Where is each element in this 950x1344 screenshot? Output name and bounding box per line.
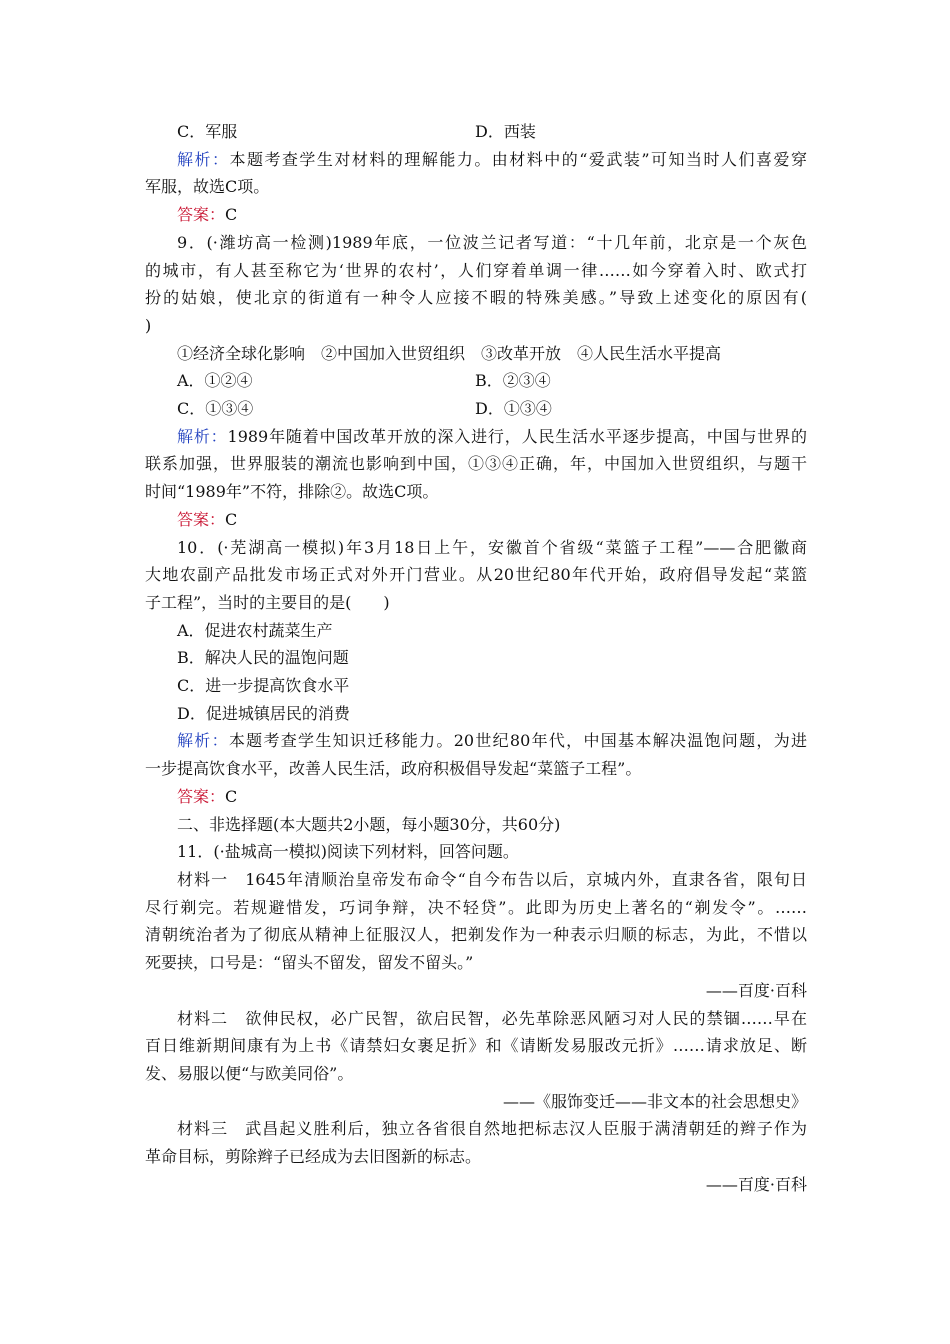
- q11-material-2-line-2: 百日维新期间康有为上书《请禁妇女裹足折》和《请断发易服改元折》……请求放足、断: [145, 1036, 807, 1056]
- q9-analysis-text-1: 1989年随着中国改革开放的深入进行，人民生活水平逐步提高，中国与世界的: [227, 426, 807, 446]
- q9-stem-line-3: 扮的姑娘，使北京的街道有一种令人应接不暇的特殊美感。”导致上述变化的原因有(: [145, 288, 807, 308]
- q9-stem-line-2: 的城市，有人甚至称它为‘世界的农村’，人们穿着单调一律……如今穿着入时、欧式打: [145, 260, 807, 280]
- q10-answer-label: 答案：: [177, 786, 226, 806]
- q8-analysis-line-2: 军服，故选C项。: [145, 177, 270, 197]
- q11-material-3-line-1: 材料三 武昌起义胜利后，独立各省很自然地把标志汉人臣服于满清朝廷的辫子作为: [177, 1119, 807, 1139]
- q9-stem-line-4: ): [145, 315, 152, 335]
- q8-answer-label: 答案：: [177, 205, 226, 225]
- q10-option-d: D．促进城镇居民的消费: [177, 703, 350, 723]
- q9-answer: C: [225, 509, 238, 529]
- q11-material-1-line-3: 清朝统治者为了彻底从精神上征服汉人，把剃发作为一种表示归顺的标志，为此，不惜以: [145, 925, 807, 945]
- q8-analysis-label: 解析：: [177, 149, 230, 169]
- q9-option-a: A．①②④: [177, 371, 253, 391]
- q10-analysis-line-2: 一步提高饮食水平，改善人民生活，政府积极倡导发起“菜篮子工程”。: [145, 759, 642, 779]
- q9-stem-line-1: 9．(·潍坊高一检测)1989年底，一位波兰记者写道：“十几年前，北京是一个灰色: [177, 232, 807, 252]
- document-page: [145, 118, 807, 1198]
- q9-analysis-label: 解析：: [177, 426, 228, 446]
- q10-answer-line: [145, 783, 807, 811]
- q10-option-a: A．促进农村蔬菜生产: [177, 620, 333, 640]
- section-heading: 二、非选择题(本大题共2小题，每小题30分，共60分): [177, 814, 561, 834]
- q10-option-c: C．进一步提高饮食水平: [177, 676, 350, 696]
- q8-option-d: D．西装: [475, 122, 536, 141]
- q9-options-cd: [145, 395, 807, 423]
- q9-answer-label: 答案：: [177, 509, 226, 529]
- q11-material-2-line-3: 发、易服以便“与欧美同俗”。: [145, 1063, 354, 1083]
- q11-material-3-line-2: 革命目标，剪除辫子已经成为去旧图新的标志。: [145, 1147, 482, 1167]
- q10-answer: C: [225, 786, 238, 806]
- q9-option-d: D．①③④: [475, 399, 552, 419]
- q10-stem-line-2: 大地农副产品批发市场正式对外开门营业。从20世纪80年代开始，政府倡导发起“菜篮: [145, 565, 807, 585]
- q11-stem: 11．(·盐城高一模拟)阅读下列材料，回答问题。: [177, 842, 519, 862]
- q8-analysis-text-1: 本题考查学生对材料的理解能力。由材料中的“爱武装”可知当时人们喜爱穿: [229, 149, 807, 169]
- q8-answer-line: [145, 201, 807, 229]
- q9-analysis-line-1: [145, 423, 807, 451]
- q8-options-cd: [145, 118, 807, 146]
- q9-analysis-line-2: 联系加强，世界服装的潮流也影响到中国，①③④正确，年，中国加入世贸组织，与题干: [145, 454, 807, 474]
- q8-analysis-line-1: [145, 146, 807, 174]
- q9-items: ①经济全球化影响 ②中国加入世贸组织 ③改革开放 ④人民生活水平提高: [177, 343, 722, 363]
- q9-option-c: C．①③④: [177, 399, 254, 419]
- q11-material-2-source: ——《服饰变迁——非文本的社会思想史》: [502, 1091, 807, 1111]
- q10-option-b: B．解决人民的温饱问题: [177, 648, 349, 668]
- q11-material-1-source: ——百度·百科: [705, 980, 807, 1000]
- q10-stem-line-1: 10．(·芜湖高一模拟)年3月18日上午，安徽首个省级“菜篮子工程”——合肥徽商: [177, 537, 807, 557]
- q10-analysis-line-1: [145, 727, 807, 755]
- q11-material-1-line-1: 材料一 1645年清顺治皇帝发布命令“自今布告以后，京城内外，直隶各省，限旬日: [177, 869, 807, 889]
- q11-material-3-source: ——百度·百科: [705, 1174, 807, 1194]
- q10-stem-line-3: 子工程”，当时的主要目的是( ): [145, 592, 390, 612]
- q11-material-2-line-1: 材料二 欲伸民权，必广民智，欲启民智，必先革除恶风陋习对人民的禁锢……早在: [177, 1008, 807, 1028]
- q8-option-c: C．军服: [177, 122, 238, 141]
- q11-material-1-line-4: 死要挟，口号是：“留头不留发，留发不留头。”: [145, 953, 474, 973]
- q9-analysis-line-3: 时间“1989年”不符，排除②。故选C项。: [145, 482, 439, 502]
- q9-options-ab: [145, 367, 807, 395]
- q9-answer-line: [145, 506, 807, 534]
- q8-answer: C: [225, 205, 238, 225]
- q11-material-1-line-2: 尽行剃完。若规避惜发，巧词争辩，决不轻贷”。此即为历史上著名的“剃发令”。……: [145, 897, 807, 917]
- q9-option-b: B．②③④: [475, 371, 551, 391]
- q10-analysis-label: 解析：: [177, 731, 229, 751]
- q10-analysis-text-1: 本题考查学生知识迁移能力。20世纪80年代，中国基本解决温饱问题，为进: [228, 731, 807, 751]
